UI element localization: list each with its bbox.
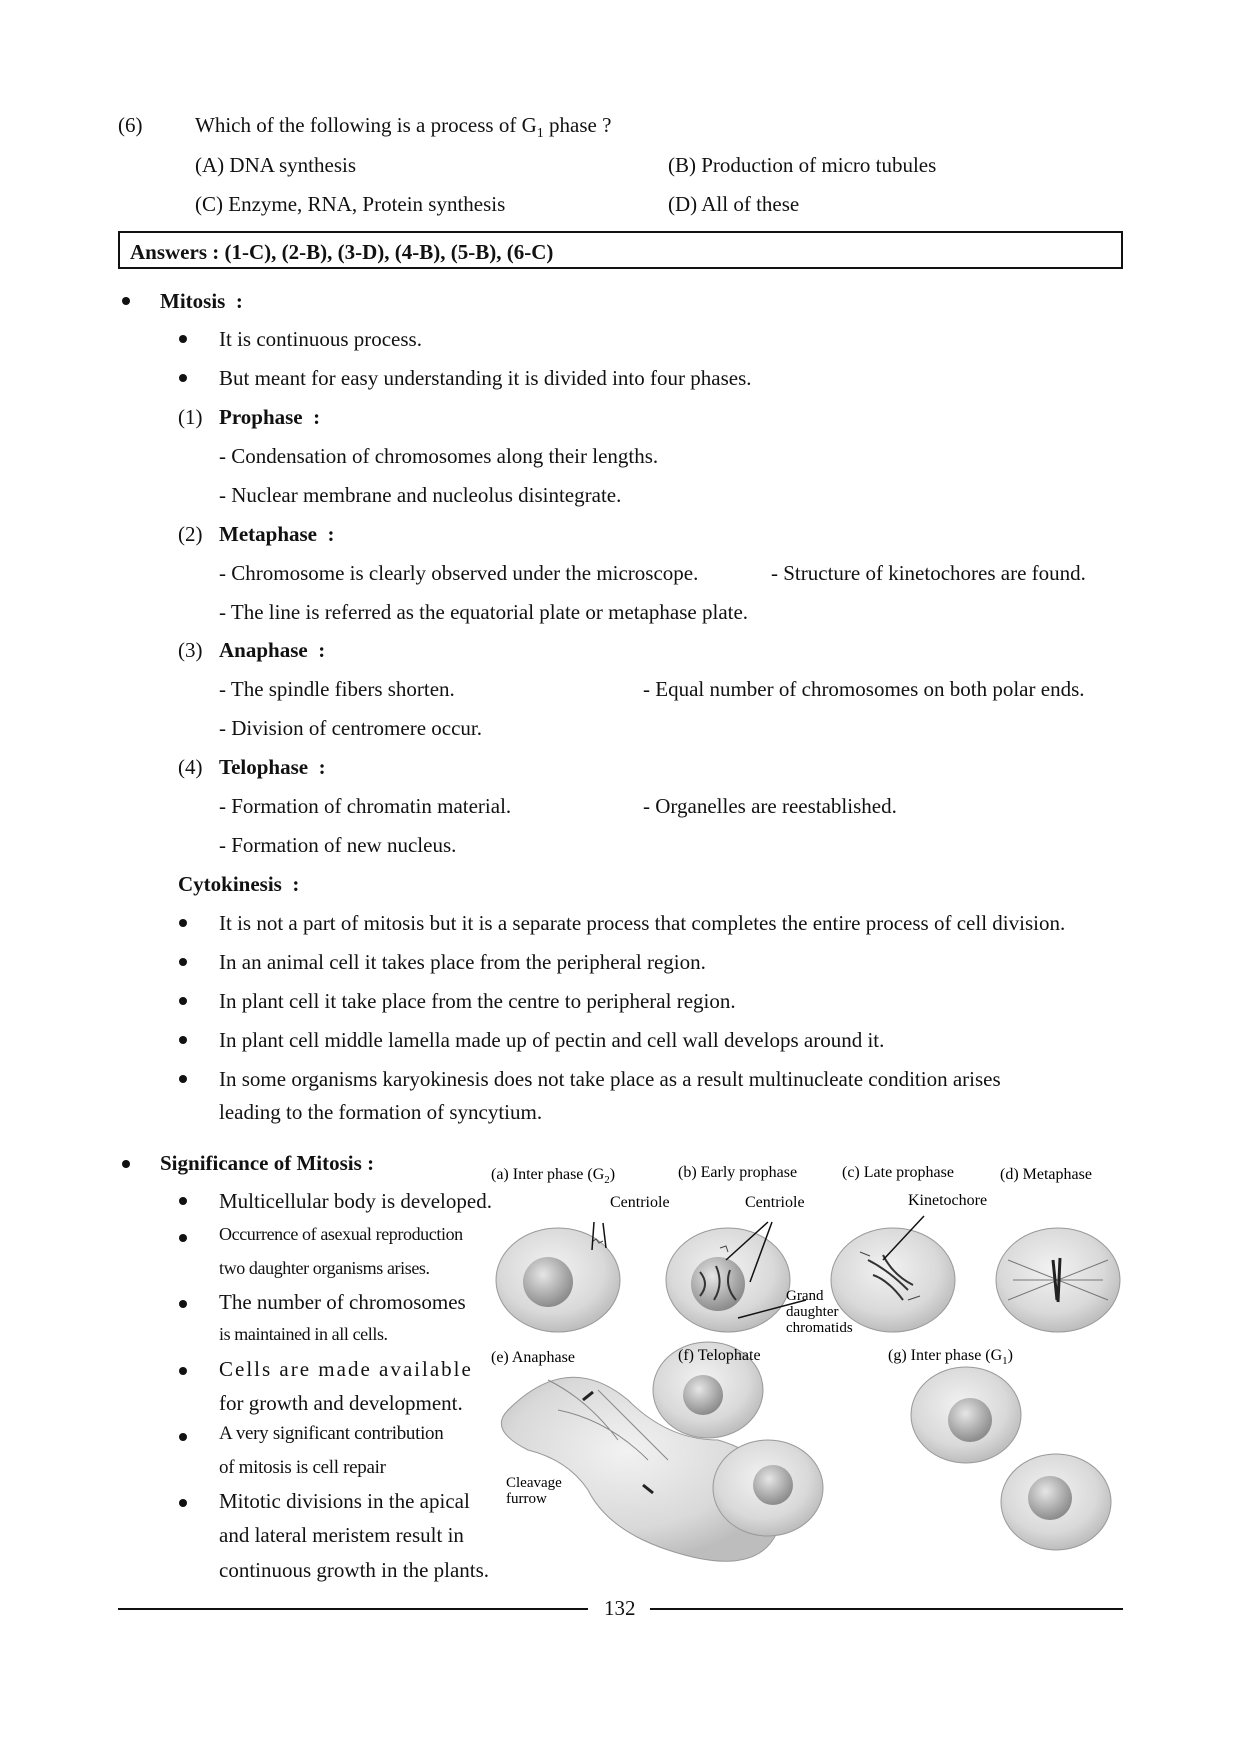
annotation-chromatids: chromatids <box>786 1320 853 1336</box>
option-c: (C) Enzyme, RNA, Protein synthesis <box>195 192 506 216</box>
significance-line-5: is maintained in all cells. <box>219 1324 388 1344</box>
option-d: (D) All of these <box>668 192 800 216</box>
bullet <box>179 997 187 1005</box>
bullet <box>179 958 187 966</box>
metaphase-line-1: - Chromosome is clearly observed under the microscope. <box>219 561 699 585</box>
anaphase-heading: Anaphase : <box>219 638 326 662</box>
metaphase-line-2: - Structure of kinetochores are found. <box>771 561 1086 585</box>
bullet <box>179 1075 187 1083</box>
cytokinesis-point-1: It is not a part of mitosis but it is a separate process that completes the entire process of cell division. <box>219 911 1066 935</box>
bullet <box>179 1367 187 1375</box>
mitosis-stages-figure <box>488 1160 1128 1570</box>
footer-rule-right <box>650 1608 1123 1610</box>
label-g: (g) Inter phase $(G_1)$ <box>888 1347 1013 1367</box>
cytokinesis-point-5: In some organisms karyokinesis does not take place as a result multinucleate condition arises <box>219 1067 1001 1091</box>
metaphase-line-3: - The line is referred as the equatorial plate or metaphase plate. <box>219 600 749 624</box>
cytokinesis-point-5-cont: leading to the formation of syncytium. <box>219 1100 543 1124</box>
significance-line-2: Occurrence of asexual reproduction <box>219 1224 463 1244</box>
bullet <box>179 919 187 927</box>
bullet <box>179 1036 187 1044</box>
cytokinesis-point-3: In plant cell it take place from the centre to peripheral region. <box>219 989 736 1013</box>
telophase-line-2: - Organelles are reestablished. <box>643 794 897 818</box>
significance-line-3: two daughter organisms arises. <box>219 1258 430 1278</box>
metaphase-heading: Metaphase : <box>219 522 335 546</box>
significance-line-8: A very significant contribution <box>219 1423 444 1444</box>
bullet <box>179 335 187 343</box>
significance-heading: Significance of Mitosis : <box>160 1151 375 1175</box>
answers-text: Answers : (1-C), (2-B), (3-D), (4-B), (5-B), (6-C) <box>130 240 554 264</box>
annotation-centriole: Centriole <box>745 1194 805 1211</box>
significance-line-4: The number of chromosomes <box>219 1290 466 1314</box>
cell-interphase-g1 <box>911 1367 1111 1550</box>
bullet <box>122 297 130 305</box>
significance-line-10: Mitotic divisions in the apical <box>219 1489 470 1513</box>
label-e: (e) Anaphase <box>491 1349 575 1366</box>
question-subscript: 1 <box>536 126 544 142</box>
prophase-line-2: - Nuclear membrane and nucleolus disintegrate. <box>219 483 622 507</box>
telophase-heading: Telophase : <box>219 755 326 779</box>
significance-line-7: for growth and development. <box>219 1391 463 1415</box>
annotation-grand: Grand <box>786 1288 824 1304</box>
cell-metaphase <box>996 1228 1120 1332</box>
annotation-cleavage: Cleavage <box>506 1475 562 1491</box>
significance-line-9: of mitosis is cell repair <box>219 1457 386 1478</box>
bullet <box>179 1499 187 1507</box>
label-f: (f) Telophate <box>678 1347 761 1364</box>
telophase-line-3: - Formation of new nucleus. <box>219 833 457 857</box>
anaphase-line-1: - The spindle fibers shorten. <box>219 677 455 701</box>
bullet <box>179 1197 187 1205</box>
phase-number: (4) <box>178 755 203 779</box>
phase-number: (3) <box>178 638 203 662</box>
question-text-end: phase ? <box>543 113 612 137</box>
anaphase-line-3: - Division of centromere occur. <box>219 716 482 740</box>
label-b: (b) Early prophase <box>678 1164 798 1181</box>
cytokinesis-point-4: In plant cell middle lamella made up of pectin and cell wall develops around it. <box>219 1028 885 1052</box>
prophase-line-1: - Condensation of chromosomes along their lengths. <box>219 444 659 468</box>
question-text-main: Which of the following is a process of G <box>195 113 537 137</box>
cell-interphase-g2 <box>496 1228 620 1332</box>
annotation-furrow: furrow <box>506 1491 547 1507</box>
significance-line-12: continuous growth in the plants. <box>219 1558 490 1582</box>
annotation-kinetochore: Kinetochore <box>908 1192 988 1209</box>
cytokinesis-heading: Cytokinesis : <box>178 872 300 896</box>
significance-line-1: Multicellular body is developed. <box>219 1189 492 1213</box>
phase-number: (2) <box>178 522 203 546</box>
question-number: (6) <box>118 113 143 137</box>
annotation-daughter: daughter <box>786 1304 839 1320</box>
option-a: (A) DNA synthesis <box>195 153 357 177</box>
significance-line-11: and lateral meristem result in <box>219 1523 464 1547</box>
bullet <box>179 1234 187 1242</box>
option-b: (B) Production of micro tubules <box>668 153 937 177</box>
question-text <box>195 113 611 142</box>
bullet <box>179 1300 187 1308</box>
cell-late-prophase <box>831 1228 955 1332</box>
bullet <box>179 1433 187 1441</box>
mitosis-point-2: But meant for easy understanding it is divided into four phases. <box>219 366 752 390</box>
bullet <box>179 374 187 382</box>
bullet <box>122 1160 130 1168</box>
phase-number: (1) <box>178 405 203 429</box>
footer-rule-left <box>118 1608 588 1610</box>
cytokinesis-point-2: In an animal cell it takes place from the peripheral region. <box>219 950 706 974</box>
telophase-line-1: - Formation of chromatin material. <box>219 794 512 818</box>
significance-line-6: Cells are made available <box>219 1357 473 1381</box>
page-number: 132 <box>604 1596 636 1620</box>
mitosis-point-1: It is continuous process. <box>219 327 422 351</box>
label-c: (c) Late prophase <box>842 1164 954 1181</box>
annotation-centriole: Centriole <box>610 1194 670 1211</box>
mitosis-heading: Mitosis : <box>160 289 243 313</box>
prophase-heading: Prophase : <box>219 405 321 429</box>
label-d: (d) Metaphase <box>1000 1166 1092 1183</box>
cell-early-prophase <box>666 1228 790 1332</box>
label-a: (a) Inter phase $(G_2)$ <box>491 1166 616 1186</box>
anaphase-line-2: - Equal number of chromosomes on both polar ends. <box>643 677 1085 701</box>
